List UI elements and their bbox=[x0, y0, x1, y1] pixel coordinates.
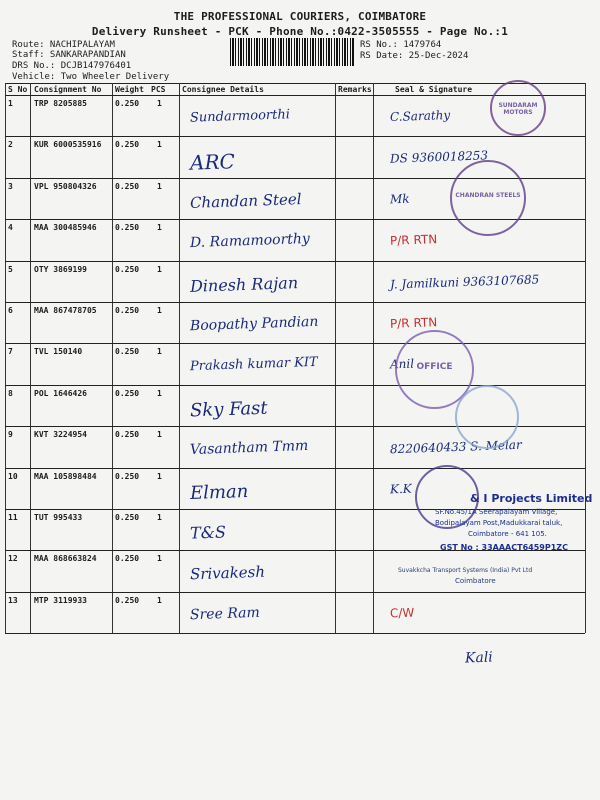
col-header-remarks: Remarks bbox=[338, 85, 372, 94]
row-consignment-no: MAA 300485946 bbox=[34, 223, 97, 233]
col-header-consignee: Consignee Details bbox=[182, 85, 264, 94]
row-pcs: 1 bbox=[157, 595, 162, 605]
row-consignment-no: MTP 3119933 bbox=[34, 595, 87, 605]
motors-stamp-text: SUNDARAM MOTORS bbox=[498, 102, 538, 116]
row-sno: 6 bbox=[8, 306, 13, 315]
row-divider bbox=[5, 136, 585, 137]
row-consignment-no: MAA 867478705 bbox=[34, 306, 97, 315]
row-consignee-signature: T&S bbox=[189, 522, 227, 543]
row-seal-signature: K.K bbox=[389, 481, 412, 496]
row-consignment-no: TVL 150140 bbox=[34, 347, 83, 357]
row-sno: 8 bbox=[8, 388, 13, 398]
row-pcs: 1 bbox=[157, 347, 162, 357]
row-consignee-signature: ARC bbox=[189, 149, 236, 176]
company-title: THE PROFESSIONAL COURIERS, COIMBATORE bbox=[173, 10, 427, 23]
row-consignment-no: MAA 105898484 bbox=[34, 471, 97, 481]
row-consignee-signature: Boopathy Pandian bbox=[189, 313, 319, 335]
row-weight: 0.250 bbox=[115, 264, 140, 274]
row-consignee-signature: Sree Ram bbox=[189, 604, 261, 624]
chandran-stamp bbox=[450, 160, 526, 236]
row-sno: 3 bbox=[8, 181, 13, 191]
row-pcs: 1 bbox=[157, 99, 162, 108]
row-seal-signature: Mk bbox=[389, 191, 410, 207]
row-sno: 11 bbox=[8, 513, 18, 522]
transport-stamp: Suvakkcha Transport Systems (India) Pvt Ltd bbox=[398, 567, 533, 574]
row-consignee-signature: Srivakesh bbox=[189, 563, 266, 584]
row-pcs: 1 bbox=[157, 554, 162, 564]
vehicle-label: Vehicle: Two Wheeler Delivery bbox=[12, 72, 170, 82]
row-seal-signature: 8220640433 S. Melar bbox=[389, 437, 522, 457]
row-consignment-no: VPL 950804326 bbox=[34, 181, 97, 191]
row-pcs: 1 bbox=[157, 223, 162, 233]
row-weight: 0.250 bbox=[115, 181, 140, 191]
row-pcs: 1 bbox=[157, 388, 162, 398]
row-weight: 0.250 bbox=[115, 554, 140, 564]
motors-stamp bbox=[490, 80, 546, 136]
row-pcs: 1 bbox=[157, 513, 162, 522]
row-seal-signature: C.Sarathy bbox=[389, 107, 451, 125]
row-seal-signature: P/R RTN bbox=[389, 315, 438, 331]
row-consignment-no: OTY 3869199 bbox=[34, 264, 87, 274]
row-consignee-signature: Vasantham Tmm bbox=[189, 438, 309, 459]
row-seal-signature: C/W bbox=[389, 605, 415, 621]
row-sno: 9 bbox=[8, 430, 13, 440]
row-weight: 0.250 bbox=[115, 513, 140, 522]
col-header-pcs: PCS bbox=[151, 85, 166, 94]
chandran-stamp-text: CHANDRAN STEELS bbox=[455, 192, 521, 199]
row-weight: 0.250 bbox=[115, 347, 140, 357]
row-sno: 4 bbox=[8, 223, 13, 233]
company-stamp-addr1: SF.No.45/1A Seerapalayam Village, bbox=[435, 508, 558, 516]
row-consignment-no: MAA 868663824 bbox=[34, 554, 97, 564]
row-consignment-no: KVT 3224954 bbox=[34, 430, 87, 440]
row-consignee-signature: Chandan Steel bbox=[189, 189, 302, 212]
row-divider bbox=[5, 385, 585, 386]
row-sno: 1 bbox=[8, 99, 13, 108]
row-pcs: 1 bbox=[157, 430, 162, 440]
footer-signature: Kali bbox=[464, 649, 494, 667]
row-divider bbox=[5, 302, 585, 303]
row-sno: 13 bbox=[8, 595, 18, 605]
row-sno: 7 bbox=[8, 347, 13, 357]
row-pcs: 1 bbox=[157, 306, 162, 315]
row-weight: 0.250 bbox=[115, 388, 140, 398]
row-consignment-no: KUR 6000535916 bbox=[34, 140, 102, 150]
runsheet-subtitle: Delivery Runsheet - PCK - Phone No.:0422-3505555 - Page No.:1 bbox=[91, 25, 509, 38]
row-divider bbox=[5, 261, 585, 262]
route-label: Route: NACHIPALAYAM bbox=[12, 40, 115, 50]
row-pcs: 1 bbox=[157, 181, 162, 191]
row-consignment-no: TRP 8205885 bbox=[34, 99, 87, 108]
row-seal-signature: Anil bbox=[389, 356, 415, 372]
row-consignee-signature: Elman bbox=[189, 480, 249, 504]
row-seal-signature: J. Jamilkuni 9363107685 bbox=[389, 271, 540, 292]
row-consignee-signature: Prakash kumar KIT bbox=[189, 355, 318, 375]
row-sno: 5 bbox=[8, 264, 13, 274]
row-consignee-signature: D. Ramamoorthy bbox=[189, 231, 311, 252]
table-border-right bbox=[585, 83, 586, 633]
row-sno: 12 bbox=[8, 554, 18, 564]
company-stamp-addr2: Bodipalayam Post,Madukkarai taluk, bbox=[435, 519, 563, 527]
col-header-consignment: Consignment No bbox=[34, 85, 102, 94]
row-consignment-no: POL 1646426 bbox=[34, 388, 87, 398]
row-divider bbox=[5, 468, 585, 469]
row-consignment-no: TUT 995433 bbox=[34, 513, 83, 522]
row-consignee-signature: Dinesh Rajan bbox=[189, 272, 299, 296]
rs-no-label: RS No.: 1479764 bbox=[360, 40, 442, 50]
row-seal-signature: DS 9360018253 bbox=[389, 148, 489, 167]
faint-stamp bbox=[455, 385, 519, 449]
drs-label: DRS No.: DCJB147976401 bbox=[12, 61, 132, 71]
row-pcs: 1 bbox=[157, 264, 162, 274]
row-weight: 0.250 bbox=[115, 140, 140, 150]
row-divider bbox=[5, 592, 585, 593]
company-stamp-gst: GST No : 33AAACT6459P1ZC bbox=[440, 543, 568, 552]
row-weight: 0.250 bbox=[115, 430, 140, 440]
col-header-weight: Weight bbox=[115, 85, 144, 94]
row-sno: 10 bbox=[8, 471, 18, 481]
office-stamp-text: OFFICE bbox=[416, 362, 453, 372]
row-weight: 0.250 bbox=[115, 99, 140, 108]
row-weight: 0.250 bbox=[115, 306, 140, 315]
row-divider bbox=[5, 343, 585, 344]
row-weight: 0.250 bbox=[115, 471, 140, 481]
row-seal-signature: P/R RTN bbox=[389, 232, 438, 249]
runsheet-table bbox=[5, 83, 585, 84]
col-header-seal: Seal & Signature bbox=[395, 85, 473, 94]
barcode bbox=[230, 38, 354, 66]
row-pcs: 1 bbox=[157, 140, 162, 150]
transport-stamp-city: Coimbatore bbox=[455, 577, 496, 585]
row-pcs: 1 bbox=[157, 471, 162, 481]
col-header-sno: S No bbox=[8, 85, 28, 94]
company-stamp-addr3: Coimbatore - 641 105. bbox=[468, 530, 547, 538]
row-consignee-signature: Sundarmoorthi bbox=[189, 107, 291, 126]
row-weight: 0.250 bbox=[115, 223, 140, 233]
company-stamp-name: & I Projects Limited bbox=[470, 492, 593, 505]
row-weight: 0.250 bbox=[115, 595, 140, 605]
rs-date-label: RS Date: 25-Dec-2024 bbox=[360, 51, 469, 61]
row-sno: 2 bbox=[8, 140, 13, 150]
row-consignee-signature: Sky Fast bbox=[189, 397, 268, 422]
row-divider bbox=[5, 633, 585, 634]
staff-label: Staff: SANKARAPANDIAN bbox=[12, 50, 126, 60]
